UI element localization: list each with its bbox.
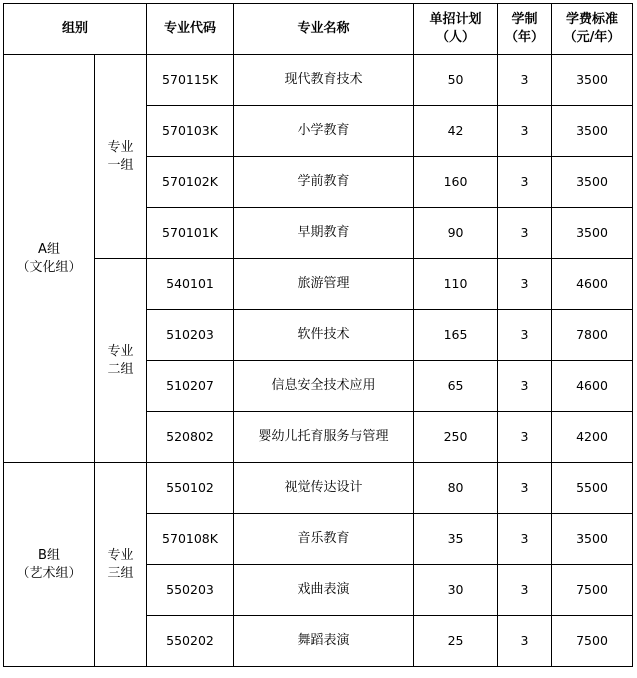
subgroup-two-line2: 二组 xyxy=(107,361,134,377)
study-years: 3 xyxy=(498,310,552,361)
major-name: 早期教育 xyxy=(234,208,414,259)
study-years: 3 xyxy=(498,208,552,259)
study-years: 3 xyxy=(498,463,552,514)
study-years: 3 xyxy=(498,616,552,667)
major-name: 软件技术 xyxy=(234,310,414,361)
study-years: 3 xyxy=(498,565,552,616)
header-fee-line2: （元/年） xyxy=(563,30,621,45)
study-years: 3 xyxy=(498,106,552,157)
tuition-fee: 3500 xyxy=(552,208,633,259)
header-fee xyxy=(552,4,633,55)
major-name: 婴幼儿托育服务与管理 xyxy=(234,412,414,463)
tuition-fee: 3500 xyxy=(552,55,633,106)
header-years-line2: （年） xyxy=(505,30,545,45)
plan-count: 110 xyxy=(414,259,498,310)
header-code-label: 专业代码 xyxy=(164,21,217,36)
major-code: 550102 xyxy=(147,463,234,514)
header-group xyxy=(4,4,147,55)
group-b-line2: （艺术组） xyxy=(16,565,82,581)
plan-count: 250 xyxy=(414,412,498,463)
header-plan-line1: 单招计划 xyxy=(429,12,482,27)
plan-count: 90 xyxy=(414,208,498,259)
plan-count: 50 xyxy=(414,55,498,106)
major-code: 540101 xyxy=(147,259,234,310)
major-code: 520802 xyxy=(147,412,234,463)
plan-count: 80 xyxy=(414,463,498,514)
tuition-fee: 7800 xyxy=(552,310,633,361)
enrollment-plan-table xyxy=(3,3,633,667)
tuition-fee: 7500 xyxy=(552,565,633,616)
group-a-line1: A组 xyxy=(38,241,60,257)
major-name: 现代教育技术 xyxy=(234,55,414,106)
plan-count: 165 xyxy=(414,310,498,361)
subgroup-one-line2: 一组 xyxy=(107,157,134,173)
major-code: 570108K xyxy=(147,514,234,565)
tuition-fee: 4200 xyxy=(552,412,633,463)
table-row xyxy=(4,55,633,106)
major-name: 舞蹈表演 xyxy=(234,616,414,667)
subgroup-three-line2: 三组 xyxy=(107,565,134,581)
major-code: 570115K xyxy=(147,55,234,106)
tuition-fee: 3500 xyxy=(552,514,633,565)
table-row xyxy=(4,259,633,310)
major-name: 信息安全技术应用 xyxy=(234,361,414,412)
major-name: 视觉传达设计 xyxy=(234,463,414,514)
header-plan-line2: （人） xyxy=(436,30,476,45)
plan-count: 25 xyxy=(414,616,498,667)
header-code xyxy=(147,4,234,55)
subgroup-two-cell xyxy=(95,259,147,463)
tuition-fee: 7500 xyxy=(552,616,633,667)
study-years: 3 xyxy=(498,55,552,106)
group-a-line2: （文化组） xyxy=(16,259,82,275)
header-name xyxy=(234,4,414,55)
major-code: 550202 xyxy=(147,616,234,667)
subgroup-one-cell xyxy=(95,55,147,259)
table-row xyxy=(4,463,633,514)
header-row xyxy=(4,4,633,55)
plan-count: 35 xyxy=(414,514,498,565)
study-years: 3 xyxy=(498,259,552,310)
major-name: 戏曲表演 xyxy=(234,565,414,616)
header-fee-line1: 学费标准 xyxy=(566,12,619,27)
subgroup-three-cell xyxy=(95,463,147,667)
plan-count: 160 xyxy=(414,157,498,208)
major-code: 550203 xyxy=(147,565,234,616)
plan-count: 65 xyxy=(414,361,498,412)
major-code: 570101K xyxy=(147,208,234,259)
header-years xyxy=(498,4,552,55)
major-code: 510207 xyxy=(147,361,234,412)
subgroup-three-line1: 专业 xyxy=(107,547,134,563)
study-years: 3 xyxy=(498,361,552,412)
study-years: 3 xyxy=(498,412,552,463)
major-name: 小学教育 xyxy=(234,106,414,157)
study-years: 3 xyxy=(498,514,552,565)
header-name-label: 专业名称 xyxy=(297,21,350,36)
tuition-fee: 3500 xyxy=(552,157,633,208)
subgroup-one-line1: 专业 xyxy=(107,139,134,155)
tuition-fee: 5500 xyxy=(552,463,633,514)
header-years-line1: 学制 xyxy=(511,12,538,27)
major-code: 570103K xyxy=(147,106,234,157)
header-group-label: 组别 xyxy=(62,21,89,36)
header-plan xyxy=(414,4,498,55)
plan-count: 42 xyxy=(414,106,498,157)
group-b-line1: B组 xyxy=(38,547,60,563)
tuition-fee: 3500 xyxy=(552,106,633,157)
major-name: 音乐教育 xyxy=(234,514,414,565)
tuition-fee: 4600 xyxy=(552,361,633,412)
major-name: 旅游管理 xyxy=(234,259,414,310)
tuition-fee: 4600 xyxy=(552,259,633,310)
major-code: 510203 xyxy=(147,310,234,361)
group-b-cell xyxy=(4,463,95,667)
study-years: 3 xyxy=(498,157,552,208)
major-code: 570102K xyxy=(147,157,234,208)
subgroup-two-line1: 专业 xyxy=(107,343,134,359)
plan-count: 30 xyxy=(414,565,498,616)
major-name: 学前教育 xyxy=(234,157,414,208)
group-a-cell xyxy=(4,55,95,463)
